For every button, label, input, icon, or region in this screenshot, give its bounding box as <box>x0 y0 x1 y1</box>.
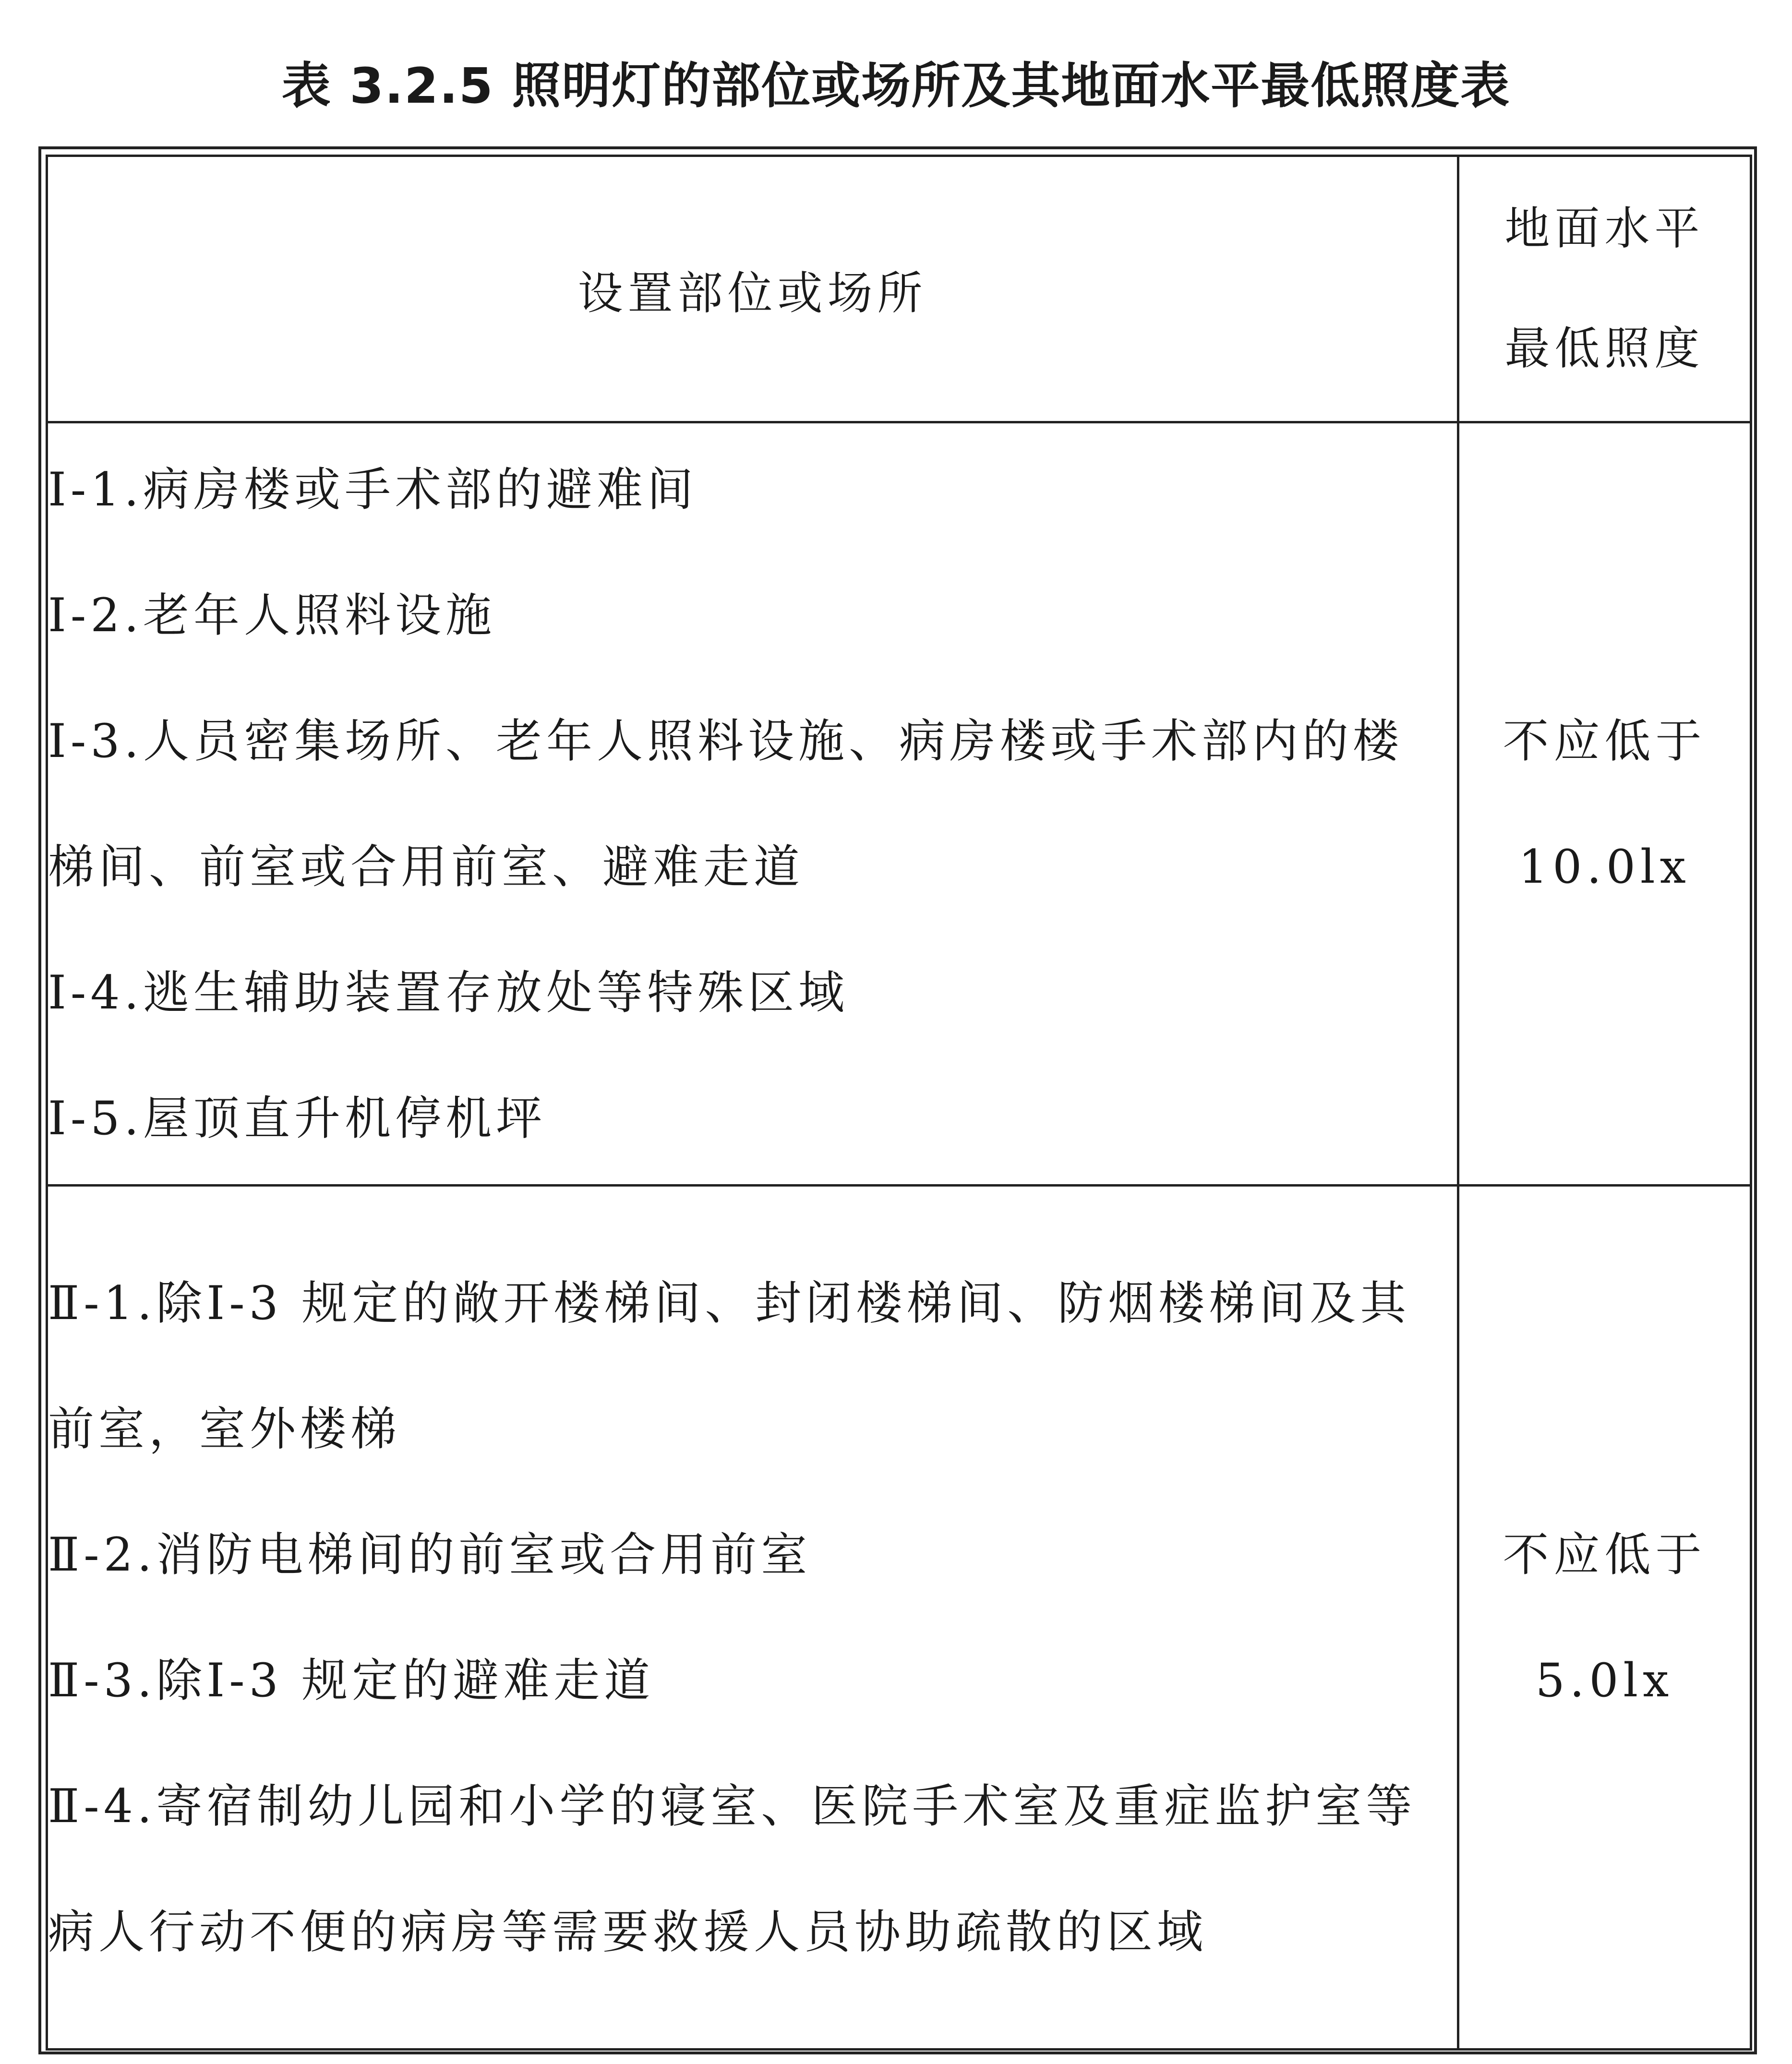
group1-row <box>47 422 1751 1186</box>
group1-item-3: Ⅰ-3.人员密集场所、老年人照料设施、病房楼或手术部内的楼梯间、前室或合用前室、避难走道 <box>48 714 1403 894</box>
table-title: 表 3.2.5 照明灯的部位或场所及其地面水平最低照度表 <box>281 58 1511 115</box>
group2-item-2: Ⅱ-2.消防电梯间的前室或合用前室 <box>48 1527 812 1582</box>
illuminance-table <box>46 155 1752 2051</box>
group1-value-cell <box>1458 422 1751 1186</box>
group1-item-4: Ⅰ-4.逃生辅助装置存放处等特殊区域 <box>48 965 849 1020</box>
header-illuminance-line2: 最低照度 <box>1504 323 1705 375</box>
group1-item-2: Ⅰ-2.老年人照料设施 <box>48 588 496 642</box>
header-location-cell <box>47 156 1458 422</box>
group1-value-line2: 10.0lx <box>1518 840 1691 894</box>
group2-value-line1: 不应低于 <box>1503 1527 1707 1582</box>
group2-row <box>47 1186 1751 2050</box>
group2-value-line2: 5.0lx <box>1535 1653 1674 1707</box>
group1-item-1: Ⅰ-1.病房楼或手术部的避难间 <box>48 462 698 516</box>
group2-item-3: Ⅱ-3.除Ⅰ-3 规定的避难走道 <box>48 1653 655 1707</box>
header-illuminance-line1: 地面水平 <box>1504 203 1705 255</box>
group2-locations-cell <box>47 1186 1458 2050</box>
group2-item-4: Ⅱ-4.寄宿制幼儿园和小学的寝室、医院手术室及重症监护室等病人行动不便的病房等需要救援人员协助疏散的区域 <box>48 1779 1417 1959</box>
header-row <box>47 156 1751 422</box>
group2-item-1: Ⅱ-1.除Ⅰ-3 规定的敞开楼梯间、封闭楼梯间、防烟楼梯间及其前室，室外楼梯 <box>48 1276 1411 1456</box>
header-location-label: 设置部位或场所 <box>577 267 927 320</box>
group2-value-cell <box>1458 1186 1751 2050</box>
header-illuminance-cell <box>1458 156 1751 422</box>
group1-locations-cell <box>47 422 1458 1186</box>
group1-item-5: Ⅰ-5.屋顶直升机停机坪 <box>48 1091 546 1145</box>
group1-value-line1: 不应低于 <box>1503 714 1707 768</box>
